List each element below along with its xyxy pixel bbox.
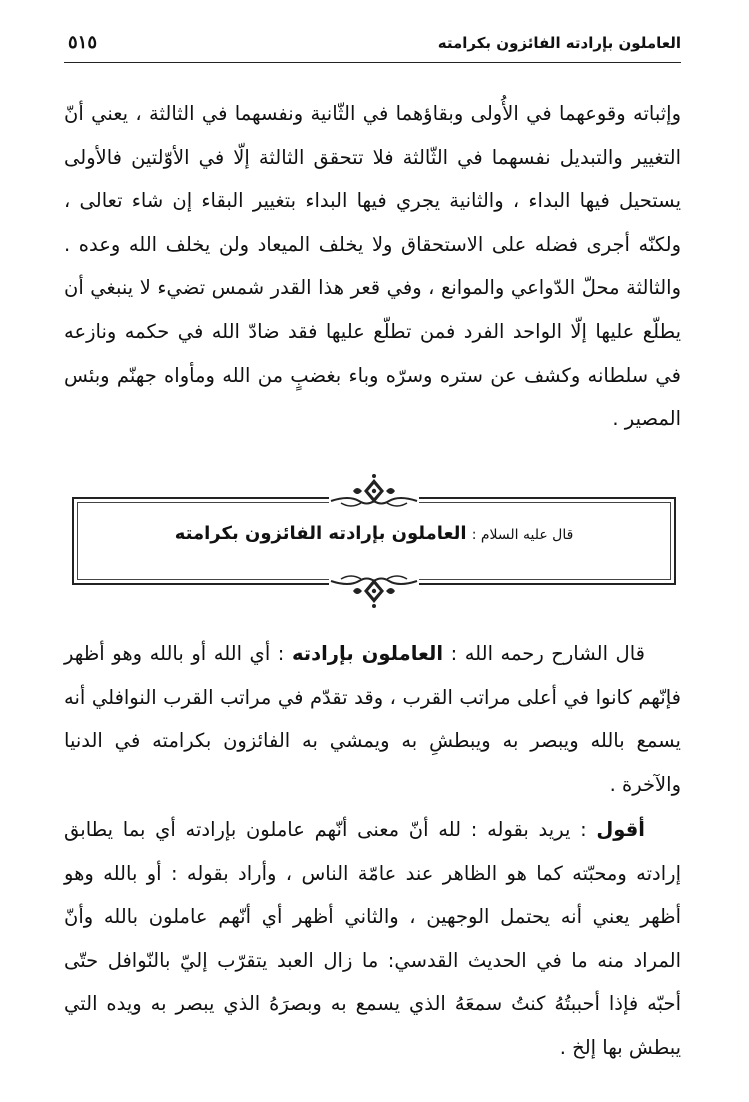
page-number: ٥١٥ (68, 32, 98, 53)
paragraph-2-text: : أي الله أو بالله وهو أظهر فإنّهم كانوا في أعلى مراتب القرب ، وقد تقدّم في مراتب القرب النوافلي أنه يسمع بالله ويبصر به ويبطشِ به ويمشي به الفائزون بكرامته في الدنيا والآخرة . (64, 642, 681, 796)
aqulu-label: أقول (596, 818, 645, 841)
paragraph-2 (64, 632, 681, 806)
running-title: العاملون بإرادته الفائزون بكرامته (437, 34, 681, 52)
section-heading-box (72, 497, 676, 585)
quoted-phrase: العاملون بإرادته (291, 642, 444, 665)
page-header (64, 28, 681, 63)
commentator-intro: قال الشارح رحمه الله : (450, 642, 645, 665)
section-heading (74, 523, 674, 544)
section-speaker: قال عليه السلام : (471, 527, 574, 543)
section-title: العاملون بإرادته الفائزون بكرامته (174, 523, 467, 544)
ornament-top-icon (329, 473, 419, 517)
paragraph-1: وإثباته وقوعهما في الأُولى وبقاؤهما في الثّانية ونفسهما في الثالثة ، يعني أنّ التغيير والتبديل نفسهما في الثّالثة فلا تتحقق الثالثة إلّا في الأوّلتين فالأولى يستحيل فيها البداء ، والثانية يجري فيها البداء بتغيير البقاء إن شاء تعالى ، ولكنّه أجرى فضله على الاستحقاق ولا يخلف الميعاد ولن يخلف الله وعده . والثالثة محلّ الدّواعي والموانع ، وفي قعر هذا القدر شمس تضيء لا ينبغي أن يطلّع عليها إلّا الواحد الفرد فمن تطلّع عليها فقد ضادّ الله في حكمه ونازعه في سلطانه وكشف عن ستره وسرّه وباء بغضبٍ من الله ومأواه جهنّم وبئس المصير . (64, 102, 681, 431)
ornament-bottom-icon (329, 565, 419, 609)
paragraph-3-text: : يريد بقوله : لله أنّ معنى أنّهم عاملون بإرادته أي بما يطابق إرادته ومحبّته كما هو الظاهر عند عامّة الناس ، وأراد بقوله : أو بالله وهو أظهر يعني أنه يحتمل الوجهين ، والثاني أظهر أي أنّهم عاملون بالله وأنّ المراد منه ما في الحديث القدسي: ما زال العبد يتقرّب إليّ بالنّوافل حتّى أحبّه فإذا أحببتُهُ كنتُ سمعَهُ الذي يسمع به وبصرَهُ الذي يبصر به ويده التي يبطش بها إلخ . (64, 818, 681, 1059)
paragraph-3 (64, 808, 681, 1070)
